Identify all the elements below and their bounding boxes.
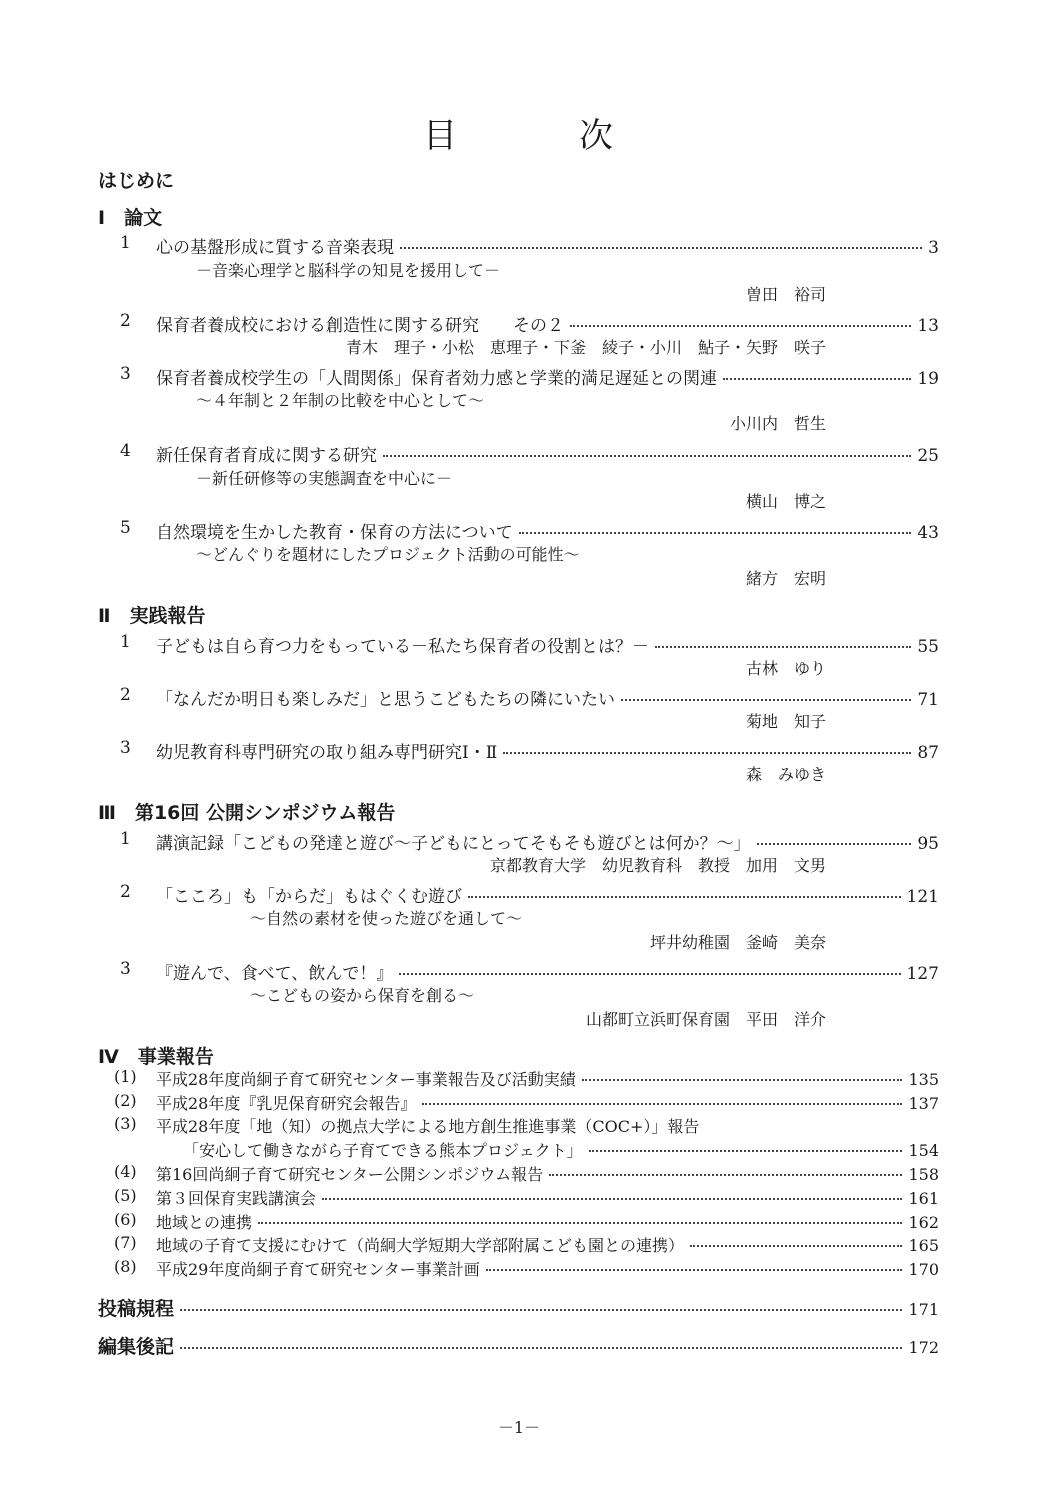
page-number: 121: [906, 887, 939, 907]
page-number: 127: [906, 964, 939, 984]
entry-subtitle: ～どんぐりを題材にしたプロジェクト活動の可能性～: [196, 545, 580, 564]
item-number: 1: [120, 829, 131, 849]
intro-heading[interactable]: はじめに: [98, 170, 175, 192]
item-number: (8): [114, 1257, 137, 1276]
leader-dots: [723, 378, 911, 380]
leader-dots: [589, 1150, 903, 1152]
toc-entry[interactable]: [156, 685, 939, 710]
entry-title: 地域の子育て支援にむけて（尚絅大学短期大学部附属こども園との連携）: [156, 1236, 685, 1255]
entry-title-continued: 「安心して働きながら子育てできる熊本プロジェクト」: [183, 1141, 583, 1160]
item-number: 1: [120, 233, 131, 253]
item-number: 2: [120, 882, 131, 902]
title-char-2: 次: [579, 116, 615, 156]
page-number: 55: [917, 637, 939, 657]
section-heading-3: Ⅲ 第16回 公開シンポジウム報告: [98, 802, 396, 824]
page-number: 172: [908, 1338, 939, 1357]
leader-dots: [519, 532, 912, 534]
entry-author: 青木 理子・小松 恵理子・下釜 綾子・小川 鮎子・矢野 咲子: [345, 338, 826, 357]
toc-entry-rules[interactable]: [98, 1294, 939, 1321]
page-title: [0, 108, 1038, 157]
entry-subtitle: ～４年制と２年制の比較を中心として～: [196, 391, 485, 410]
page-number: 137: [908, 1094, 939, 1113]
page-number: 3: [928, 238, 939, 258]
toc-entry[interactable]: [156, 738, 939, 763]
toc-entry[interactable]: [156, 1186, 939, 1209]
toc-entry[interactable]: [156, 632, 939, 657]
leader-dots: [655, 646, 911, 648]
page-footer-number: －1－: [497, 1418, 541, 1437]
entry-title: 保育者養成校における創造性に関する研究 その２: [156, 316, 564, 336]
entry-title: 平成29年度尚絅子育て研究センター事業計画: [156, 1260, 480, 1279]
toc-entry[interactable]: [156, 364, 939, 389]
toc-entry[interactable]: [156, 1233, 939, 1256]
item-number: 3: [120, 959, 131, 979]
leader-dots: [486, 1269, 903, 1271]
leader-dots: [757, 843, 912, 845]
item-number: 3: [120, 738, 131, 758]
item-number: 2: [120, 311, 131, 331]
leader-dots: [383, 455, 911, 457]
title-char-1: 目: [423, 116, 459, 156]
page-number: 170: [908, 1260, 939, 1279]
item-number: (3): [114, 1114, 137, 1133]
item-number: (2): [114, 1091, 137, 1110]
item-number: (7): [114, 1233, 137, 1252]
leader-dots: [621, 699, 911, 701]
entry-author: 京都教育大学 幼児教育科 教授 加用 文男: [489, 856, 826, 875]
entry-title: 講演記録「こどもの発達と遊び～子どもにとってそもそも遊びとは何か？～」: [156, 834, 751, 854]
toc-entry[interactable]: [156, 518, 939, 543]
entry-author: 小川内 哲生: [729, 414, 826, 433]
entry-title: 第３回保育実践講演会: [156, 1189, 317, 1208]
leader-dots: [258, 1222, 902, 1224]
entry-title: 子どもは自ら育つ力をもっている－私たち保育者の役割とは？－: [156, 637, 649, 657]
page-number: 95: [917, 834, 939, 854]
entry-subtitle: ～こどもの姿から保育を創る～: [250, 986, 475, 1005]
entry-author: 森 みゆき: [745, 765, 826, 784]
page-number: 162: [908, 1213, 939, 1232]
entry-title: 平成28年度『乳児保育研究会報告』: [156, 1094, 417, 1113]
entry-title: 『遊んで、食べて、飲んで！』: [156, 964, 394, 984]
toc-entry[interactable]: [156, 233, 939, 258]
page-number: 71: [917, 690, 939, 710]
entry-title: 自然環境を生かした教育・保育の方法について: [156, 523, 513, 543]
leader-dots: [582, 1079, 903, 1081]
toc-entry-afterword[interactable]: [98, 1332, 939, 1359]
item-number: 4: [120, 441, 131, 461]
item-number: 5: [120, 518, 131, 538]
leader-dots: [570, 325, 911, 327]
leader-dots: [400, 247, 922, 249]
toc-entry[interactable]: [156, 1067, 939, 1090]
section-heading-4: Ⅳ 事業報告: [98, 1046, 214, 1068]
leader-dots: [180, 1347, 902, 1349]
entry-title: 心の基盤形成に質する音楽表現: [156, 238, 394, 258]
toc-entry[interactable]: [156, 1210, 939, 1233]
page-number: 158: [908, 1165, 939, 1184]
entry-subtitle: ～自然の素材を使った遊びを通して～: [250, 909, 523, 928]
leader-dots: [422, 1103, 902, 1105]
entry-title: 編集後記: [98, 1336, 175, 1358]
toc-entry[interactable]: [156, 311, 939, 336]
entry-author: 曽田 裕司: [745, 285, 826, 304]
toc-entry[interactable]: [156, 829, 939, 854]
leader-dots: [468, 896, 901, 898]
entry-title: 平成28年度尚絅子育て研究センター事業報告及び活動実績: [156, 1070, 576, 1089]
entry-subtitle: －音楽心理学と脳科学の知見を援用して－: [196, 261, 501, 280]
page-number: 135: [908, 1070, 939, 1089]
page-number: 13: [917, 316, 939, 336]
page-number: 154: [908, 1141, 939, 1160]
entry-title: 保育者養成校学生の「人間関係」保育者効力感と学業的満足遅延との関連: [156, 369, 717, 389]
section-heading-2: Ⅱ 実践報告: [98, 605, 206, 627]
page-number: 43: [917, 523, 939, 543]
entry-title[interactable]: 平成28年度「地（知）の拠点大学による地方創生推進事業（COC+）」報告: [156, 1117, 700, 1136]
item-number: (4): [114, 1162, 137, 1181]
entry-title: 第16回尚絅子育て研究センター公開シンポジウム報告: [156, 1165, 544, 1184]
page-number: 19: [917, 369, 939, 389]
toc-entry[interactable]: [156, 959, 939, 984]
toc-entry[interactable]: [183, 1138, 939, 1161]
item-number: 3: [120, 364, 131, 384]
entry-title: 投稿規程: [98, 1298, 175, 1320]
page-number: 161: [908, 1189, 939, 1208]
item-number: (6): [114, 1210, 137, 1229]
toc-entry[interactable]: [156, 441, 939, 466]
item-number: (5): [114, 1186, 137, 1205]
item-number: 1: [120, 632, 131, 652]
page-number: 171: [908, 1300, 939, 1319]
leader-dots: [690, 1245, 902, 1247]
entry-title: 「こころ」も「からだ」もはぐくむ遊び: [156, 887, 462, 907]
toc-entry[interactable]: [156, 1257, 939, 1280]
item-number: (1): [114, 1067, 137, 1086]
entry-author: 山都町立浜町保育園 平田 洋介: [585, 1010, 826, 1029]
item-number: 2: [120, 685, 131, 705]
page-number: 25: [917, 446, 939, 466]
leader-dots: [322, 1198, 902, 1200]
entry-title: 幼児教育科専門研究の取り組み専門研究Ⅰ・Ⅱ: [156, 743, 498, 763]
section-heading-1: Ⅰ 論文: [98, 207, 163, 229]
entry-title: 新任保育者育成に関する研究: [156, 446, 377, 466]
toc-entry[interactable]: [156, 1091, 939, 1114]
entry-author: 古林 ゆり: [745, 659, 826, 678]
page-number: 165: [908, 1236, 939, 1255]
leader-dots: [503, 752, 911, 754]
entry-title: 「なんだか明日も楽しみだ」と思うこどもたちの隣にいたい: [156, 690, 615, 710]
leader-dots: [399, 973, 900, 975]
entry-author: 坪井幼稚園 釜崎 美奈: [649, 933, 826, 952]
toc-entry[interactable]: [156, 882, 939, 907]
leader-dots: [180, 1309, 902, 1311]
entry-title: 地域との連携: [156, 1213, 253, 1232]
entry-author: 緒方 宏明: [745, 569, 826, 588]
page-number: 87: [917, 743, 939, 763]
entry-author: 横山 博之: [745, 492, 826, 511]
entry-author: 菊地 知子: [745, 712, 826, 731]
leader-dots: [549, 1174, 902, 1176]
toc-entry[interactable]: [156, 1162, 939, 1185]
entry-subtitle: －新任研修等の実態調査を中心に－: [196, 469, 453, 488]
